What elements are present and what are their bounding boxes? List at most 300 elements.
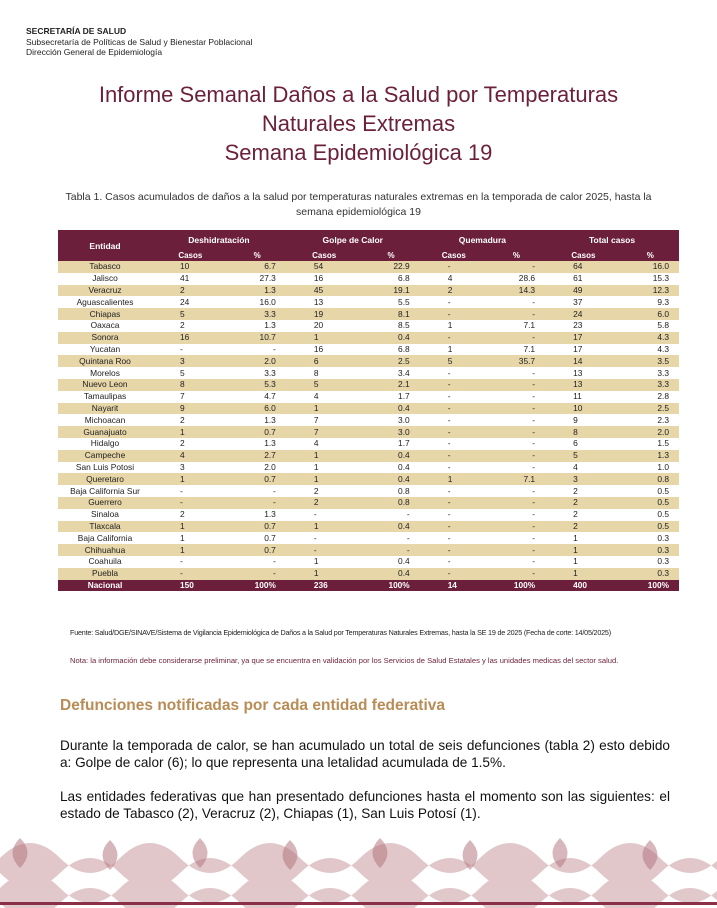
entity-cell: Tlaxcala (58, 521, 152, 533)
total-cell: 400 (545, 580, 622, 591)
value-cell: 3 (152, 355, 229, 367)
entity-cell: Guanajuato (58, 426, 152, 438)
entity-cell: Baja California (58, 532, 152, 544)
value-cell: 5 (420, 355, 488, 367)
value-cell: 0.7 (229, 521, 286, 533)
value-cell: 5.8 (622, 320, 679, 332)
value-cell: 6.8 (362, 273, 419, 285)
table-row (58, 296, 679, 308)
table-row (58, 285, 679, 297)
value-cell: 1 (286, 568, 363, 580)
value-cell: 16.0 (622, 261, 679, 273)
value-cell: 13 (545, 379, 622, 391)
value-cell: - (420, 556, 488, 568)
value-cell: 1.3 (229, 320, 286, 332)
value-cell: 10.7 (229, 332, 286, 344)
value-cell: - (488, 556, 545, 568)
value-cell: 4.7 (229, 391, 286, 403)
value-cell: - (420, 521, 488, 533)
value-cell: - (420, 462, 488, 474)
value-cell: - (362, 544, 419, 556)
value-cell: - (488, 485, 545, 497)
value-cell: 5 (152, 308, 229, 320)
value-cell: 4 (545, 462, 622, 474)
value-cell: 0.7 (229, 532, 286, 544)
value-cell: 2.0 (622, 426, 679, 438)
value-cell: - (286, 544, 363, 556)
value-cell: 1 (286, 450, 363, 462)
value-cell: 0.3 (622, 556, 679, 568)
sub-header-pct: % (362, 250, 419, 261)
value-cell: 2 (545, 509, 622, 521)
source-note: Fuente: Salud/DGE/SINAVE/Sistema de Vigilancia Epidemiológica de Daños a la Salud por Temperaturas Naturales Extremas, hasta la SE 19 de 2025 (Fecha de corte: 14/05/2025) (70, 628, 611, 637)
value-cell: - (488, 462, 545, 474)
value-cell: 2 (545, 521, 622, 533)
table-row (58, 320, 679, 332)
value-cell: 6.0 (229, 403, 286, 415)
value-cell: - (420, 379, 488, 391)
value-cell: 17 (545, 344, 622, 356)
value-cell: - (229, 556, 286, 568)
table-row (58, 509, 679, 521)
value-cell: 2.0 (229, 355, 286, 367)
value-cell: 1 (286, 521, 363, 533)
value-cell: 3.3 (622, 379, 679, 391)
value-cell: 8.1 (362, 308, 419, 320)
value-cell: - (229, 485, 286, 497)
entity-cell: Jalisco (58, 273, 152, 285)
value-cell: - (420, 568, 488, 580)
entity-cell: Tabasco (58, 261, 152, 273)
entity-cell: Tamaulipas (58, 391, 152, 403)
value-cell: 2.7 (229, 450, 286, 462)
value-cell: 1 (545, 532, 622, 544)
sub-header-cases: Casos (152, 250, 229, 261)
total-cell: Nacional (58, 580, 152, 591)
entity-cell: Oaxaca (58, 320, 152, 332)
value-cell: 13 (286, 296, 363, 308)
sub-header-pct: % (488, 250, 545, 261)
total-cell: 150 (152, 580, 229, 591)
value-cell: 3.0 (362, 426, 419, 438)
table-row (58, 332, 679, 344)
entity-cell: Chihuahua (58, 544, 152, 556)
table-row (58, 367, 679, 379)
value-cell: 6.0 (622, 308, 679, 320)
value-cell: 0.5 (622, 509, 679, 521)
value-cell: - (420, 544, 488, 556)
value-cell: 19 (286, 308, 363, 320)
value-cell: 19.1 (362, 285, 419, 297)
value-cell: - (420, 532, 488, 544)
value-cell: 0.4 (362, 462, 419, 474)
value-cell: 0.7 (229, 473, 286, 485)
value-cell: 9.3 (622, 296, 679, 308)
value-cell: 3.4 (362, 367, 419, 379)
value-cell: 16 (286, 344, 363, 356)
value-cell: 2 (286, 485, 363, 497)
value-cell: 2 (152, 414, 229, 426)
entity-cell: Nuevo Leon (58, 379, 152, 391)
value-cell: 0.4 (362, 332, 419, 344)
value-cell: - (420, 296, 488, 308)
entity-cell: Sonora (58, 332, 152, 344)
entity-cell: Hidalgo (58, 438, 152, 450)
value-cell: 4 (286, 438, 363, 450)
table-row (58, 450, 679, 462)
value-cell: 5 (545, 450, 622, 462)
entity-cell: Chiapas (58, 308, 152, 320)
value-cell: - (420, 485, 488, 497)
header-quemadura: Quemadura (420, 230, 545, 250)
value-cell: 1 (152, 544, 229, 556)
value-cell: 0.8 (362, 497, 419, 509)
value-cell: 2 (152, 320, 229, 332)
value-cell: 5.5 (362, 296, 419, 308)
value-cell: - (420, 497, 488, 509)
value-cell: 23 (545, 320, 622, 332)
value-cell: 1.3 (229, 438, 286, 450)
value-cell: 22.9 (362, 261, 419, 273)
value-cell: - (488, 509, 545, 521)
value-cell: 9 (152, 403, 229, 415)
header-deshidratacion: Deshidratación (152, 230, 286, 250)
entity-cell: Veracruz (58, 285, 152, 297)
value-cell: - (286, 509, 363, 521)
value-cell: 0.5 (622, 497, 679, 509)
value-cell: 7 (286, 414, 363, 426)
value-cell: - (488, 391, 545, 403)
table-row (58, 473, 679, 485)
value-cell: - (488, 332, 545, 344)
value-cell: - (229, 497, 286, 509)
value-cell: - (488, 308, 545, 320)
value-cell: 7.1 (488, 473, 545, 485)
value-cell: - (488, 544, 545, 556)
value-cell: - (152, 568, 229, 580)
value-cell: - (420, 261, 488, 273)
table-row (58, 355, 679, 367)
value-cell: 0.4 (362, 473, 419, 485)
table-row (58, 379, 679, 391)
value-cell: 5 (152, 367, 229, 379)
table-row (58, 273, 679, 285)
table-caption: Tabla 1. Casos acumulados de daños a la salud por temperaturas naturales extremas en la temporada de calor 2025, hasta la semana epidemiológica 19 (65, 191, 652, 218)
value-cell: - (488, 379, 545, 391)
value-cell: 14 (545, 355, 622, 367)
value-cell: - (488, 532, 545, 544)
value-cell: - (420, 403, 488, 415)
value-cell: - (420, 450, 488, 462)
value-cell: - (488, 403, 545, 415)
table-row (58, 497, 679, 509)
table-row (58, 344, 679, 356)
table-row (58, 462, 679, 474)
total-row (58, 580, 679, 591)
value-cell: 1.0 (622, 462, 679, 474)
value-cell: - (420, 308, 488, 320)
value-cell: 0.8 (622, 473, 679, 485)
value-cell: 49 (545, 285, 622, 297)
entity-cell: Sinaloa (58, 509, 152, 521)
value-cell: 7.1 (488, 344, 545, 356)
total-cell: 100% (229, 580, 286, 591)
value-cell: 0.5 (622, 521, 679, 533)
value-cell: 9 (545, 414, 622, 426)
value-cell: 1 (420, 473, 488, 485)
value-cell: 1 (152, 532, 229, 544)
entity-cell: Puebla (58, 568, 152, 580)
value-cell: 1 (420, 344, 488, 356)
value-cell: 3.3 (229, 367, 286, 379)
total-cell: 100% (362, 580, 419, 591)
decorative-pattern (0, 828, 717, 908)
value-cell: 2 (286, 497, 363, 509)
value-cell: 4 (286, 391, 363, 403)
value-cell: 3 (545, 473, 622, 485)
sub-header-pct: % (622, 250, 679, 261)
value-cell: 37 (545, 296, 622, 308)
value-cell: - (420, 438, 488, 450)
table-row (58, 261, 679, 273)
value-cell: 3.3 (229, 308, 286, 320)
value-cell: - (488, 497, 545, 509)
value-cell: - (420, 509, 488, 521)
value-cell: - (420, 332, 488, 344)
table-row (58, 544, 679, 556)
header-golpe-calor: Golpe de Calor (286, 230, 420, 250)
value-cell: 8.5 (362, 320, 419, 332)
value-cell: 0.4 (362, 450, 419, 462)
entity-cell: Quintana Roo (58, 355, 152, 367)
entity-cell: Baja California Sur (58, 485, 152, 497)
value-cell: 8 (545, 426, 622, 438)
value-cell: 5.3 (229, 379, 286, 391)
preliminary-note: Nota: la información debe considerarse preliminar, ya que se encuentra en validación por los Servicios de Salud Estatales y las unidades medicas del sector salud. (70, 656, 619, 665)
value-cell: - (488, 367, 545, 379)
value-cell: 2 (152, 285, 229, 297)
value-cell: 0.3 (622, 568, 679, 580)
value-cell: 0.3 (622, 544, 679, 556)
value-cell: 4.3 (622, 332, 679, 344)
value-cell: 6.7 (229, 261, 286, 273)
value-cell: 5 (286, 379, 363, 391)
total-cell: 100% (488, 580, 545, 591)
sub-header-cases: Casos (286, 250, 363, 261)
value-cell: 2.0 (229, 462, 286, 474)
value-cell: 10 (545, 403, 622, 415)
value-cell: - (152, 485, 229, 497)
value-cell: 1.3 (229, 414, 286, 426)
value-cell: 2.8 (622, 391, 679, 403)
value-cell: 2 (152, 509, 229, 521)
value-cell: - (420, 426, 488, 438)
value-cell: 20 (286, 320, 363, 332)
value-cell: - (362, 509, 419, 521)
org-line-subsecretaria: Subsecretaría de Políticas de Salud y Bienestar Poblacional (26, 36, 253, 47)
value-cell: 16.0 (229, 296, 286, 308)
value-cell: 13 (545, 367, 622, 379)
value-cell: 0.8 (362, 485, 419, 497)
value-cell: 16 (152, 332, 229, 344)
value-cell: 14.3 (488, 285, 545, 297)
value-cell: - (488, 426, 545, 438)
value-cell: 45 (286, 285, 363, 297)
report-title (0, 80, 717, 167)
table-row (58, 438, 679, 450)
value-cell: - (286, 532, 363, 544)
cases-table (58, 230, 679, 591)
value-cell: 27.3 (229, 273, 286, 285)
value-cell: 2 (545, 497, 622, 509)
value-cell: - (488, 521, 545, 533)
value-cell: 1 (286, 403, 363, 415)
total-cell: 236 (286, 580, 363, 591)
value-cell: - (488, 438, 545, 450)
value-cell: 41 (152, 273, 229, 285)
org-header (26, 26, 252, 58)
value-cell: 0.5 (622, 485, 679, 497)
sub-header-cases: Casos (545, 250, 622, 261)
value-cell: 0.4 (362, 403, 419, 415)
table-row (58, 426, 679, 438)
value-cell: - (488, 414, 545, 426)
value-cell: 8 (286, 367, 363, 379)
value-cell: 3.3 (622, 367, 679, 379)
value-cell: 1 (286, 332, 363, 344)
value-cell: 28.6 (488, 273, 545, 285)
value-cell: 7.1 (488, 320, 545, 332)
table-row (58, 485, 679, 497)
value-cell: - (420, 414, 488, 426)
value-cell: 54 (286, 261, 363, 273)
value-cell: 2.5 (362, 355, 419, 367)
value-cell: 1 (286, 462, 363, 474)
paragraph-deaths-total: Durante la temporada de calor, se han acumulado un total de seis defunciones (tabla 2) esto debido a: Golpe de calor (6); lo que representa una letalidad acumulada de 1.5%. (60, 738, 670, 770)
value-cell: 0.3 (622, 532, 679, 544)
value-cell: 4 (152, 450, 229, 462)
value-cell: 0.4 (362, 521, 419, 533)
value-cell: 12.3 (622, 285, 679, 297)
entity-cell: Morelos (58, 367, 152, 379)
value-cell: 2 (420, 285, 488, 297)
value-cell: 0.4 (362, 556, 419, 568)
table-row (58, 308, 679, 320)
value-cell: 1.3 (229, 509, 286, 521)
value-cell: 0.7 (229, 426, 286, 438)
value-cell: 6.8 (362, 344, 419, 356)
value-cell: 3.5 (622, 355, 679, 367)
value-cell: 6 (545, 438, 622, 450)
value-cell: 1 (545, 544, 622, 556)
value-cell: 2 (152, 438, 229, 450)
value-cell: 24 (545, 308, 622, 320)
value-cell: 17 (545, 332, 622, 344)
value-cell: 1 (286, 556, 363, 568)
entity-cell: Nayarit (58, 403, 152, 415)
title-line-1: Informe Semanal Daños a la Salud por Temperaturas (98, 82, 619, 107)
value-cell: 35.7 (488, 355, 545, 367)
section-title: Defunciones notificadas por cada entidad federativa (60, 697, 446, 714)
value-cell: 1.7 (362, 438, 419, 450)
value-cell: - (152, 497, 229, 509)
value-cell: 7 (152, 391, 229, 403)
entity-cell: Guerrero (58, 497, 152, 509)
value-cell: 1 (152, 521, 229, 533)
value-cell: - (420, 367, 488, 379)
value-cell: 3.0 (362, 414, 419, 426)
value-cell: 2.5 (622, 403, 679, 415)
entity-cell: Queretaro (58, 473, 152, 485)
value-cell: 6 (286, 355, 363, 367)
header-entity: Entidad (58, 230, 152, 261)
entity-cell: Michoacan (58, 414, 152, 426)
title-line-2: Naturales Extremas (261, 111, 456, 136)
value-cell: 3 (152, 462, 229, 474)
table-row (58, 568, 679, 580)
value-cell: 15.3 (622, 273, 679, 285)
total-cell: 14 (420, 580, 488, 591)
value-cell: 10 (152, 261, 229, 273)
value-cell: 2.1 (362, 379, 419, 391)
value-cell: - (229, 568, 286, 580)
entity-cell: Coahuila (58, 556, 152, 568)
org-line-secretaria: SECRETARÍA DE SALUD (26, 26, 127, 36)
value-cell: 24 (152, 296, 229, 308)
value-cell: - (420, 391, 488, 403)
entity-cell: Yucatan (58, 344, 152, 356)
title-line-3: Semana Epidemiológica 19 (224, 140, 493, 165)
table-row (58, 532, 679, 544)
value-cell: 1 (420, 320, 488, 332)
table-body (58, 261, 679, 580)
table-row (58, 521, 679, 533)
value-cell: 1.5 (622, 438, 679, 450)
entity-cell: Aguascalientes (58, 296, 152, 308)
value-cell: 1 (545, 568, 622, 580)
value-cell: 4 (420, 273, 488, 285)
value-cell: - (488, 568, 545, 580)
value-cell: 1.3 (229, 285, 286, 297)
header-total: Total casos (545, 230, 679, 250)
value-cell: 1 (152, 426, 229, 438)
entity-cell: Campeche (58, 450, 152, 462)
value-cell: - (488, 296, 545, 308)
value-cell: - (362, 532, 419, 544)
value-cell: 7 (286, 426, 363, 438)
org-line-direccion: Dirección General de Epidemiología (26, 47, 163, 57)
value-cell: 11 (545, 391, 622, 403)
value-cell: 1.7 (362, 391, 419, 403)
value-cell: 64 (545, 261, 622, 273)
value-cell: - (488, 261, 545, 273)
value-cell: 2 (545, 485, 622, 497)
sub-header-pct: % (229, 250, 286, 261)
value-cell: 4.3 (622, 344, 679, 356)
entity-cell: San Luis Potosi (58, 462, 152, 474)
value-cell: 2.3 (622, 414, 679, 426)
value-cell: 8 (152, 379, 229, 391)
value-cell: - (152, 344, 229, 356)
table-row (58, 391, 679, 403)
table-row (58, 403, 679, 415)
value-cell: - (229, 344, 286, 356)
value-cell: 1 (152, 473, 229, 485)
value-cell: 16 (286, 273, 363, 285)
value-cell: 0.4 (362, 568, 419, 580)
value-cell: 1.3 (622, 450, 679, 462)
total-cell: 100% (622, 580, 679, 591)
